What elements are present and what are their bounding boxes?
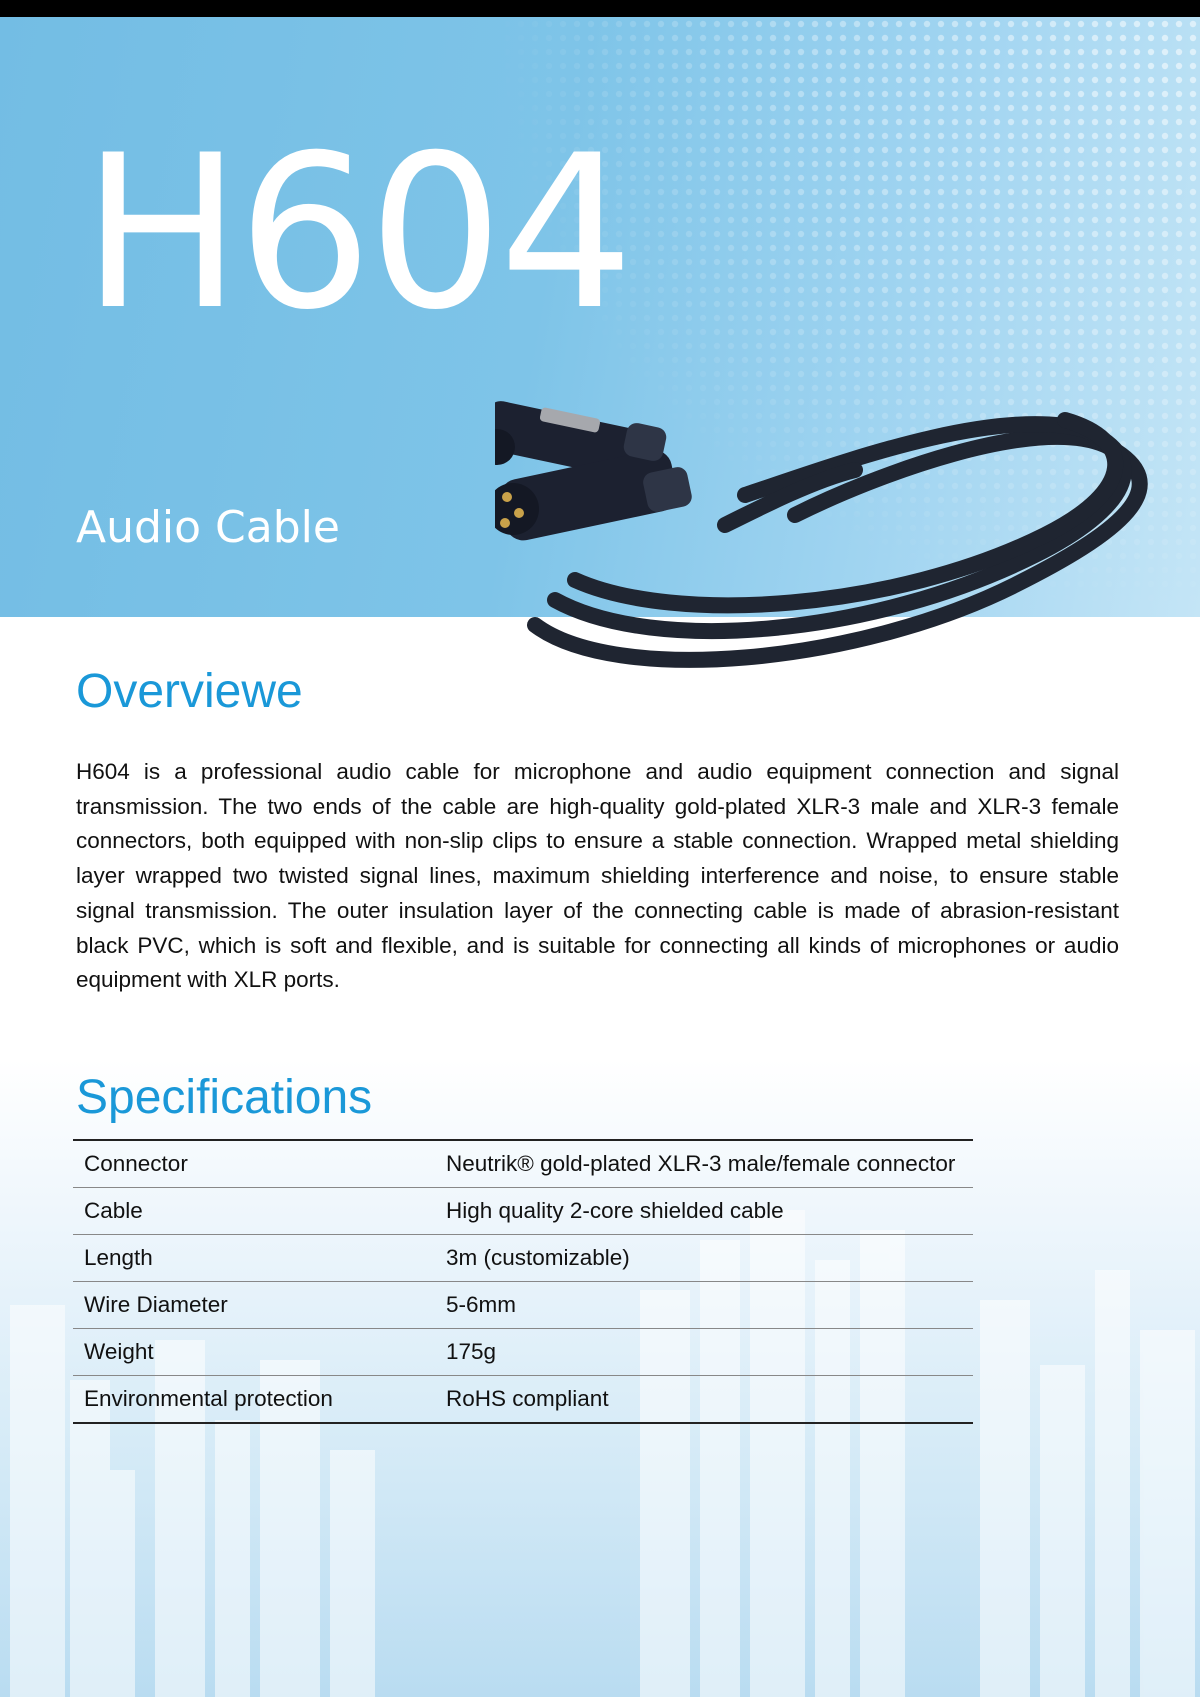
table-row — [73, 1188, 973, 1235]
table-row — [73, 1235, 973, 1282]
xlr-cable-product-image — [495, 385, 1175, 685]
table-row — [73, 1376, 973, 1424]
specifications-heading: Specifications — [76, 1071, 373, 1124]
spec-key: Weight — [73, 1329, 435, 1376]
spec-value: 3m (customizable) — [435, 1235, 973, 1282]
spec-key: Connector — [73, 1140, 435, 1188]
spec-value: 5-6mm — [435, 1282, 973, 1329]
specifications-table — [73, 1139, 973, 1424]
overview-heading: Overviewe — [76, 665, 303, 718]
spec-value: 175g — [435, 1329, 973, 1376]
table-row — [73, 1282, 973, 1329]
top-black-bar — [0, 0, 1200, 17]
spec-key: Length — [73, 1235, 435, 1282]
spec-key: Environmental protection — [84, 1386, 333, 1411]
spec-value: High quality 2-core shielded cable — [435, 1188, 973, 1235]
table-row — [73, 1140, 973, 1188]
product-model-title: H604 — [82, 109, 631, 356]
table-row — [73, 1329, 973, 1376]
spec-value: RoHS compliant — [446, 1386, 609, 1411]
spec-key: Wire Diameter — [73, 1282, 435, 1329]
product-subtitle: Audio Cable — [76, 502, 340, 553]
spec-value: Neutrik® gold-plated XLR-3 male/female connector — [435, 1140, 973, 1188]
spec-key: Cable — [73, 1188, 435, 1235]
overview-paragraph: H604 is a professional audio cable for microphone and audio equipment connection and signal transmission. The two ends of the cable are high-quality gold-plated XLR-3 male and XLR-3 female connectors, both equipped with non-slip clips to ensure a stable connection. Wrapped metal shielding layer wrapped two twisted signal lines, maximum shielding interference and noise, to ensure stable signal transmission. The outer insulation layer of the connecting cable is made of abrasion-resistant black PVC, which is soft and flexible, and is suitable for connecting all kinds of microphones or audio equipment with XLR ports. — [76, 759, 1119, 993]
